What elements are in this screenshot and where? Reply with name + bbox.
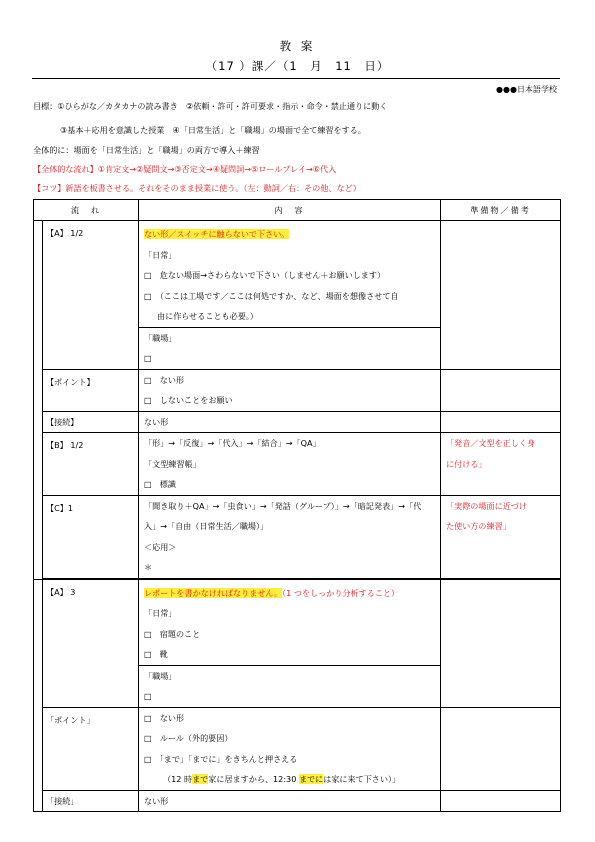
conn1-text: ない形: [144, 416, 169, 427]
section-b12-label: 【B】 1/2: [46, 440, 84, 450]
content-cell: [139, 707, 441, 790]
section-c1-line2: 入」→「自由（日常生活／職場）」: [144, 521, 269, 531]
section-a3-work: 「職場」: [144, 670, 177, 681]
content-cell: [139, 411, 441, 433]
section-a3-headline-extra: （1 つをしっかり分析すること）: [282, 587, 400, 598]
flow-cell: [43, 221, 139, 370]
notes-cell: [441, 707, 561, 790]
flow-cell: [43, 707, 139, 790]
flow-cell: [43, 411, 139, 433]
section-a3-daily: 「日常」: [144, 608, 177, 618]
point2-line1: □ ない形: [144, 712, 185, 723]
flow-cell: [43, 433, 139, 496]
section-c1-label: 【C】1: [46, 502, 73, 513]
point1-label: 【ポイント】: [46, 376, 95, 387]
header-notes: 準備物／備考: [441, 200, 561, 221]
conn1-label: 【接続】: [46, 416, 79, 427]
section-a12-daily: 「日常」: [144, 249, 177, 260]
flow-cell: [43, 369, 139, 411]
left-margin-col: [34, 579, 43, 812]
section-b12-line2: 「文型練習帳」: [144, 458, 201, 469]
section-b12-line3: □ 標識: [144, 479, 176, 489]
point2-line4: [139, 769, 440, 790]
section-a3-line2: □ 靴: [144, 649, 168, 659]
header-content: 内 容: [139, 200, 441, 221]
section-a3-work-box: □: [144, 691, 152, 701]
point2-line4-madeni: までに: [298, 774, 324, 784]
flow-cell: [43, 495, 139, 578]
notes-cell: [441, 790, 561, 812]
section-c1-line4: ＊: [144, 562, 153, 572]
content-cell: [139, 790, 441, 812]
point2-line3: □ 「まで」「までに」をきちんと押さえる: [144, 753, 298, 764]
notes-cell: [441, 579, 561, 707]
section-a12-line3: 由に作らせることも必要。）: [157, 311, 258, 321]
notes-cell: [441, 495, 561, 578]
content-cell: [139, 221, 441, 370]
section-a3-headline: レポートを書かなければなりません。: [144, 587, 283, 598]
table-row: [34, 495, 561, 578]
conn2-label: 「接続」: [46, 795, 79, 806]
point2-line4-e: は家に来て下さい）」: [323, 774, 401, 784]
tip-line: 【コツ】新語を板書させる。それをそのまま授業に使う。（左：動詞／右：その他、など）: [33, 183, 361, 193]
section-c1-note2: た使い方の練習」: [446, 521, 511, 531]
section-b12-note2: に付ける」: [446, 458, 487, 469]
section-c1-line3: ＜応用＞: [144, 541, 177, 552]
school-name: ●●●日本語学校: [496, 85, 557, 94]
content-cell: [139, 369, 441, 411]
goal-line-2: ③基本＋応用を意識した授業 ④「日常生活」と「職場」の場面で全て練習をする。: [60, 125, 366, 135]
table-row: [34, 369, 561, 411]
section-a12-work: 「職場」: [144, 332, 177, 343]
left-margin-col: [34, 221, 43, 580]
section-a12-label: 【A】 1/2: [46, 228, 84, 238]
conn2-text: ない形: [144, 795, 169, 806]
point2-line4-made: まで: [192, 774, 209, 784]
point1-line1: □ ない形: [144, 374, 185, 385]
section-a3-label: 【A】 3: [46, 586, 76, 597]
section-c1-line1: 「聞き取り＋QA」→「虫食い」→「発話（グループ）」→「暗記発表」→「代: [144, 500, 422, 511]
section-a12-line2: □ （ここは工場です／ここは何処ですか、など、場面を想像させて自: [144, 290, 399, 301]
content-cell: [139, 433, 441, 496]
page-title: 教 案: [279, 39, 316, 53]
table-header-row: [34, 200, 561, 221]
section-a3-line1: □ 宿題のこと: [144, 628, 201, 639]
flow-cell: [43, 579, 139, 707]
point2-line2: □ ルール（外的要因）: [144, 733, 233, 743]
content-cell: [139, 495, 441, 578]
point1-line2: □ しないことをお願い: [144, 395, 233, 405]
overall-line: 全体的に：場面を「日常生活」と「職場」の両方で導入＋練習: [33, 145, 260, 155]
point2-line4-a: （12 時: [163, 774, 193, 784]
title-rule: [32, 78, 560, 79]
section-a12-headline: ない形／スイッチに触らないで下さい。: [144, 229, 290, 239]
table-row: [34, 221, 561, 370]
goal-line-1: 目標：①ひらがな／カタカナの読み書き ②依頼・許可・許可要求・指示・命令・禁止通りに動く: [33, 101, 388, 111]
table-row: [34, 707, 561, 790]
section-a12-work-box: □: [144, 353, 152, 363]
table-row: [34, 433, 561, 496]
notes-cell: [441, 433, 561, 496]
point2-line4-c: 家に居ますから、12:30: [208, 774, 299, 784]
section-a12-line1: □ 危ない場面→さわらないで下さい（しません＋お願いします）: [144, 270, 386, 280]
table-row: [34, 790, 561, 812]
table-row: [34, 411, 561, 433]
content-cell: [139, 579, 441, 707]
header-flow: 流 れ: [34, 200, 139, 221]
flow-cell: [43, 790, 139, 812]
section-b12-line1: 「形」→「反復」→「代入」→「結合」→「QA」: [144, 438, 321, 448]
section-c1-note1: 「実際の場面に近づけ: [446, 500, 527, 511]
notes-cell: [441, 369, 561, 411]
section-b12-note1: 「発音／文型を正しく身: [446, 438, 536, 448]
lesson-table: [33, 199, 561, 812]
notes-cell: [441, 221, 561, 370]
table-row: [34, 579, 561, 707]
notes-cell: [441, 411, 561, 433]
flow-line: 【全体的な流れ】①肯定文→②疑問文→③否定文→④疑問詞→⑤ロールプレイ→⑥代入: [33, 164, 337, 174]
lesson-info: （17 ）課／（1 月 11 日）: [205, 59, 390, 73]
point2-label: 「ポイント」: [46, 714, 95, 725]
